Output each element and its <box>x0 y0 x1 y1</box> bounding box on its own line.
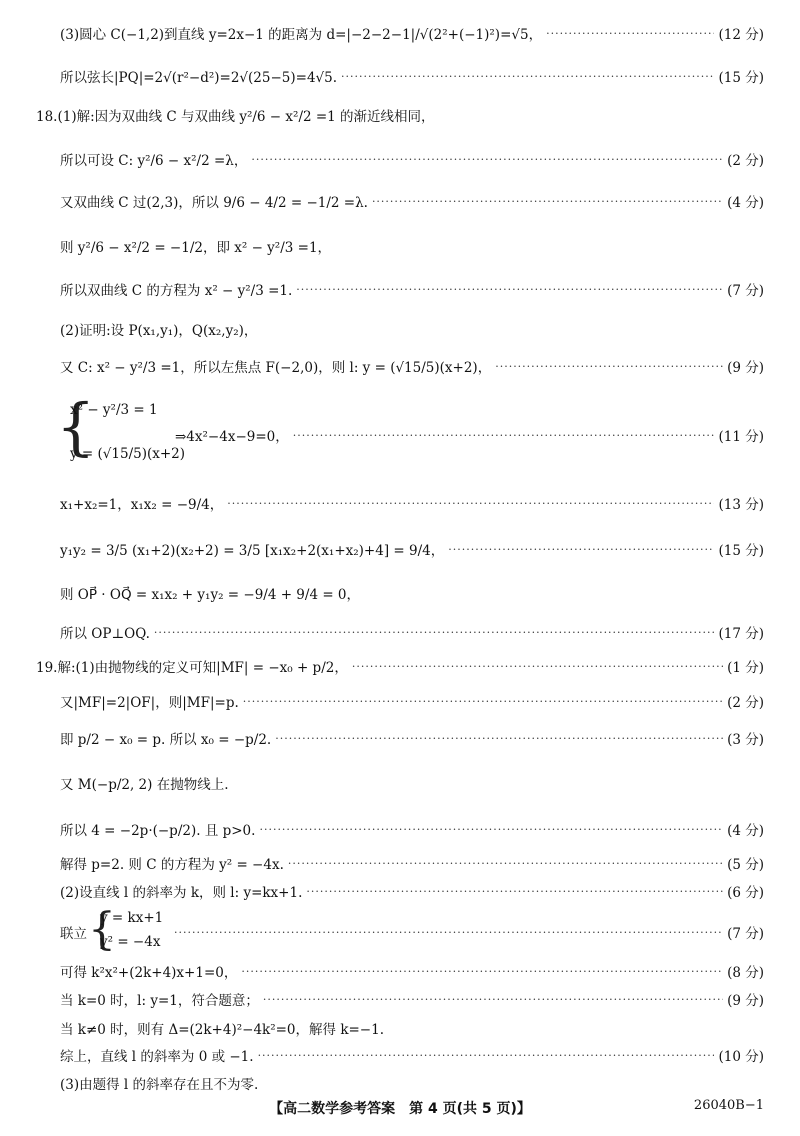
line-text: 18.(1)解:因为双曲线 C 与双曲线 y²/6 − x²/2 =1 的渐近线相同， <box>36 109 435 125</box>
line-text: (2)证明:设 P(x₁,y₁)，Q(x₂,y₂)， <box>60 323 258 339</box>
line-text: 解得 p=2. 则 C 的方程为 y² = −4x. <box>60 857 284 873</box>
line-text: 所以 4 = −2p·(−p/2). 且 p>0. <box>60 823 256 839</box>
score-mark: (15 分) <box>718 543 764 559</box>
leader-dots <box>296 283 723 296</box>
line-text: 可得 k²x²+(2k+4)x+1=0， <box>60 965 238 981</box>
line-text: (2)设直线 l 的斜率为 k，则 l: y=kx+1. <box>60 885 303 901</box>
score-mark: (4 分) <box>727 195 764 211</box>
leader-dots <box>263 993 723 1006</box>
score-mark: (13 分) <box>718 497 764 513</box>
leader-dots <box>241 965 723 978</box>
line-text: 所以 OP⊥OQ. <box>60 626 150 642</box>
solution-line <box>0 1044 800 1066</box>
leader-dots <box>259 823 723 836</box>
solution-line <box>0 621 800 643</box>
solution-line <box>0 235 800 257</box>
brace-symbol: { <box>56 390 96 463</box>
score-mark: (7 分) <box>727 926 764 942</box>
leader-dots <box>275 732 723 745</box>
solution-line <box>0 727 800 749</box>
footer-title: 【高二数学参考答案 第 4 页(共 5 页)】 <box>269 1101 531 1117</box>
solution-line <box>0 772 800 794</box>
problem-19-heading <box>0 655 800 677</box>
score-mark: (15 分) <box>718 70 764 86</box>
score-mark: (11 分) <box>718 429 764 445</box>
score-mark: (9 分) <box>727 360 764 376</box>
line-text: x₁+x₂=1，x₁x₂ = −9/4， <box>60 497 224 513</box>
leader-dots <box>293 429 715 442</box>
line-text: 即 p/2 − x₀ = p. 所以 x₀ = −p/2. <box>60 732 272 748</box>
solution-line <box>0 538 800 560</box>
solution-line <box>0 424 800 446</box>
solution-line <box>0 852 800 874</box>
line-text: 当 k=0 时，l: y=1，符合题意； <box>60 993 259 1009</box>
leader-dots <box>227 497 714 510</box>
solution-line <box>0 492 800 514</box>
line-text: 则 y²/6 − x²/2 = −1/2，即 x² − y²/3 =1， <box>60 240 332 256</box>
system-row: y = kx+1 <box>100 910 164 926</box>
leader-dots <box>546 27 714 40</box>
system-row: y = (√15/5)(x+2) <box>70 446 186 462</box>
page-footer <box>0 1098 800 1122</box>
score-mark: (5 分) <box>727 857 764 873</box>
leader-dots <box>258 1049 715 1062</box>
solution-line <box>0 818 800 840</box>
brace-symbol: { <box>88 904 116 955</box>
solution-line <box>0 355 800 377</box>
document-code: 26040B−1 <box>693 1098 764 1113</box>
solution-line <box>0 690 800 712</box>
line-text: (3)圆心 C(−1,2)到直线 y=2x−1 的距离为 d=|−2−2−1|/√(2²+(−1)²)=√5， <box>60 27 543 43</box>
score-mark: (9 分) <box>727 993 764 1009</box>
solution-line <box>0 582 800 604</box>
score-mark: (1 分) <box>727 660 764 676</box>
line-text: 19.解:(1)由抛物线的定义可知|MF| = −x₀ + p/2， <box>36 660 348 676</box>
line-text: y₁y₂ = 3/5 (x₁+2)(x₂+2) = 3/5 [x₁x₂+2(x₁+x₂)+4] = 9/4， <box>60 543 445 559</box>
line-text: 综上，直线 l 的斜率为 0 或 −1. <box>60 1049 254 1065</box>
score-mark: (2 分) <box>727 153 764 169</box>
score-mark: (2 分) <box>727 695 764 711</box>
solution-line <box>0 318 800 340</box>
leader-dots <box>154 626 715 639</box>
line-text: 当 k≠0 时，则有 Δ=(2k+4)²−4k²=0，解得 k=−1. <box>60 1022 384 1038</box>
solution-line <box>0 278 800 300</box>
leader-dots <box>306 885 723 898</box>
line-text: (3)由题得 l 的斜率存在且不为零. <box>60 1077 259 1093</box>
system-row: y² = −4x <box>100 934 161 950</box>
line-text: 联立 <box>60 926 87 942</box>
solution-line <box>0 880 800 902</box>
leader-dots <box>372 195 723 208</box>
leader-dots <box>495 360 723 373</box>
score-mark: (7 分) <box>727 283 764 299</box>
score-mark: (8 分) <box>727 965 764 981</box>
leader-dots <box>288 857 723 870</box>
line-text: 又 M(−p/2, 2) 在抛物线上. <box>60 777 229 793</box>
solution-line <box>0 1072 800 1094</box>
line-text: 所以可设 C: y²/6 − x²/2 =λ， <box>60 153 248 169</box>
leader-dots <box>448 543 714 556</box>
line-text: 又双曲线 C 过(2,3)，所以 9/6 − 4/2 = −1/2 =λ. <box>60 195 368 211</box>
line-text: ⇒4x²−4x−9=0， <box>175 429 289 445</box>
leader-dots <box>341 70 714 83</box>
solution-line <box>0 921 800 943</box>
solution-line <box>0 65 800 87</box>
solution-line <box>0 148 800 170</box>
solution-line <box>0 960 800 982</box>
line-text: 所以双曲线 C 的方程为 x² − y²/3 =1. <box>60 283 293 299</box>
leader-dots <box>243 695 723 708</box>
score-mark: (3 分) <box>727 732 764 748</box>
leader-dots <box>352 660 723 673</box>
problem-18-heading <box>0 104 800 126</box>
leader-dots <box>174 926 723 939</box>
line-text: 又|MF|=2|OF|，则|MF|=p. <box>60 695 239 711</box>
solution-line <box>0 22 800 44</box>
system-row: x² − y²/3 = 1 <box>70 402 158 418</box>
score-mark: (6 分) <box>727 885 764 901</box>
line-text: 所以弦长|PQ|=2√(r²−d²)=2√(25−5)=4√5. <box>60 70 338 86</box>
solution-line <box>0 1017 800 1039</box>
score-mark: (12 分) <box>718 27 764 43</box>
score-mark: (4 分) <box>727 823 764 839</box>
leader-dots <box>251 153 723 166</box>
line-text: 又 C: x² − y²/3 =1，所以左焦点 F(−2,0)，则 l: y = (√15/5)(x+2)， <box>60 360 492 376</box>
score-mark: (10 分) <box>718 1049 764 1065</box>
score-mark: (17 分) <box>718 626 764 642</box>
solution-line <box>0 988 800 1010</box>
line-text: 则 OP⃗ · OQ⃗ = x₁x₂ + y₁y₂ = −9/4 + 9/4 = 0， <box>60 587 361 603</box>
solution-line <box>0 190 800 212</box>
